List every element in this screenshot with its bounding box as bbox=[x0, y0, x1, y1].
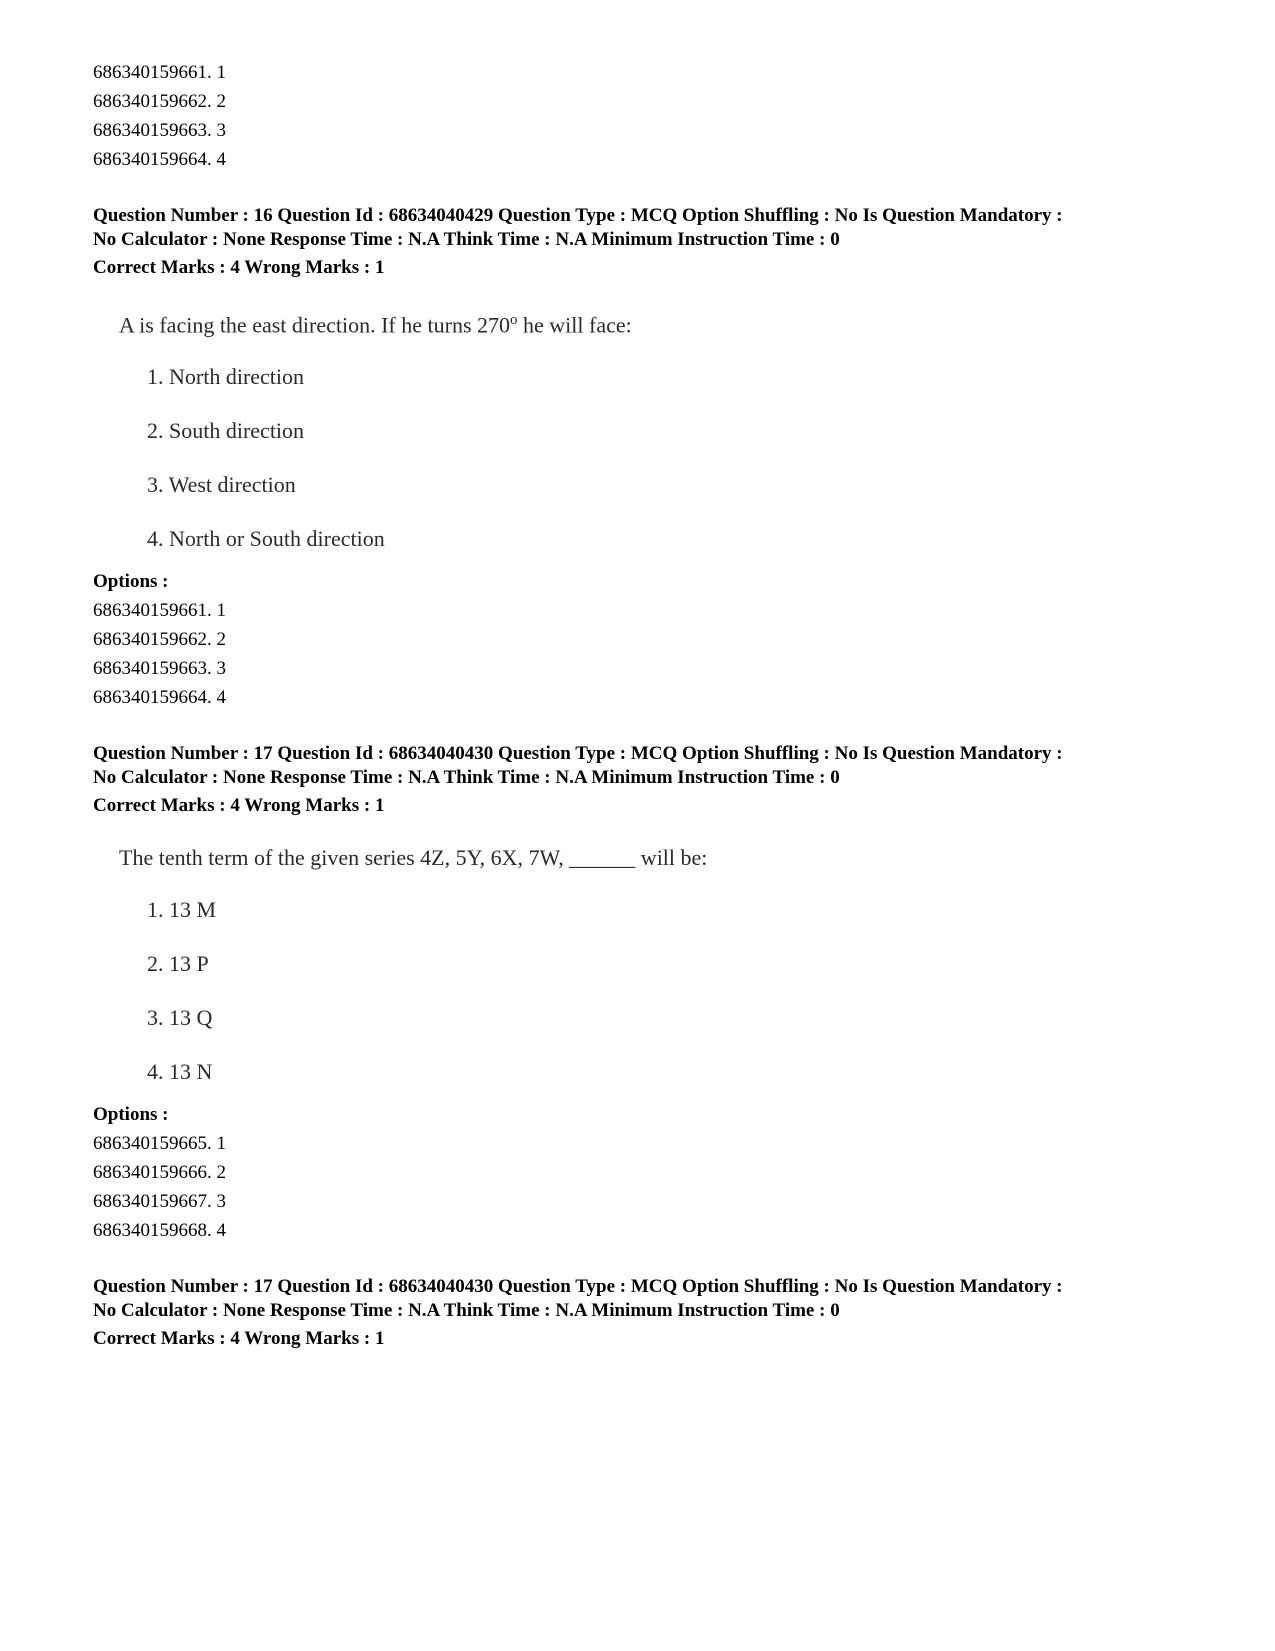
answer-choice: 4. North or South direction bbox=[147, 526, 385, 552]
option-line: 686340159663. 3 bbox=[93, 658, 226, 680]
answer-choice: 3. West direction bbox=[147, 472, 296, 498]
question-text bbox=[119, 306, 1213, 339]
question-header-line: No Calculator : None Response Time : N.A Think Time : N.A Minimum Instruction Time : 0 bbox=[93, 229, 840, 250]
question-header-line: No Calculator : None Response Time : N.A Think Time : N.A Minimum Instruction Time : 0 bbox=[93, 767, 840, 789]
question-block-16 bbox=[93, 204, 1213, 712]
question-text-part: he will face: bbox=[517, 312, 632, 338]
question-header-line: Question Number : 16 Question Id : 68634040429 Question Type : MCQ Option Shuffling : No Is Question Mandatory : bbox=[93, 205, 1063, 226]
question-marks: Correct Marks : 4 Wrong Marks : 1 bbox=[93, 1328, 385, 1350]
options-label: Options : bbox=[93, 571, 169, 593]
option-line: 686340159667. 3 bbox=[93, 1191, 226, 1213]
previous-options-list bbox=[93, 58, 1213, 174]
answer-choice: 1. North direction bbox=[147, 364, 305, 390]
question-marks: Correct Marks : 4 Wrong Marks : 1 bbox=[93, 795, 385, 817]
option-line: 686340159666. 2 bbox=[93, 1162, 226, 1184]
options-label: Options : bbox=[93, 1104, 169, 1126]
question-header-line: Question Number : 17 Question Id : 68634040430 Question Type : MCQ Option Shuffling : No Is Question Mandatory : bbox=[93, 743, 1063, 765]
option-line: 686340159661. 1 bbox=[93, 600, 226, 622]
question-text-part: A is facing the east direction. If he turns 270 bbox=[119, 312, 511, 338]
answer-choice: 3. 13 Q bbox=[147, 1005, 213, 1031]
option-line: 686340159662. 2 bbox=[93, 91, 226, 112]
answer-choice: 4. 13 N bbox=[147, 1059, 213, 1085]
question-body bbox=[93, 306, 1213, 553]
document-page bbox=[93, 58, 1213, 1351]
degree-symbol: o bbox=[510, 312, 518, 328]
answer-choice: 1. 13 M bbox=[147, 897, 217, 923]
option-line: 686340159665. 1 bbox=[93, 1133, 226, 1155]
answer-choice: 2. 13 P bbox=[147, 951, 209, 977]
option-line: 686340159668. 4 bbox=[93, 1220, 226, 1242]
question-block-17 bbox=[93, 742, 1213, 1245]
question-text: The tenth term of the given series 4Z, 5Y, 6X, 7W, ______ will be: bbox=[119, 845, 708, 871]
option-line: 686340159661. 1 bbox=[93, 62, 226, 83]
answer-choice: 2. South direction bbox=[147, 418, 305, 444]
option-line: 686340159662. 2 bbox=[93, 629, 226, 651]
question-block-17-repeat bbox=[93, 1275, 1213, 1351]
option-line: 686340159664. 4 bbox=[93, 687, 226, 709]
question-marks: Correct Marks : 4 Wrong Marks : 1 bbox=[93, 257, 385, 278]
option-line: 686340159664. 4 bbox=[93, 149, 226, 170]
question-header-line: Question Number : 17 Question Id : 68634040430 Question Type : MCQ Option Shuffling : No Is Question Mandatory : bbox=[93, 1276, 1063, 1298]
option-line: 686340159663. 3 bbox=[93, 120, 226, 141]
question-header-line: No Calculator : None Response Time : N.A Think Time : N.A Minimum Instruction Time : 0 bbox=[93, 1300, 840, 1322]
question-body bbox=[93, 844, 1213, 1086]
